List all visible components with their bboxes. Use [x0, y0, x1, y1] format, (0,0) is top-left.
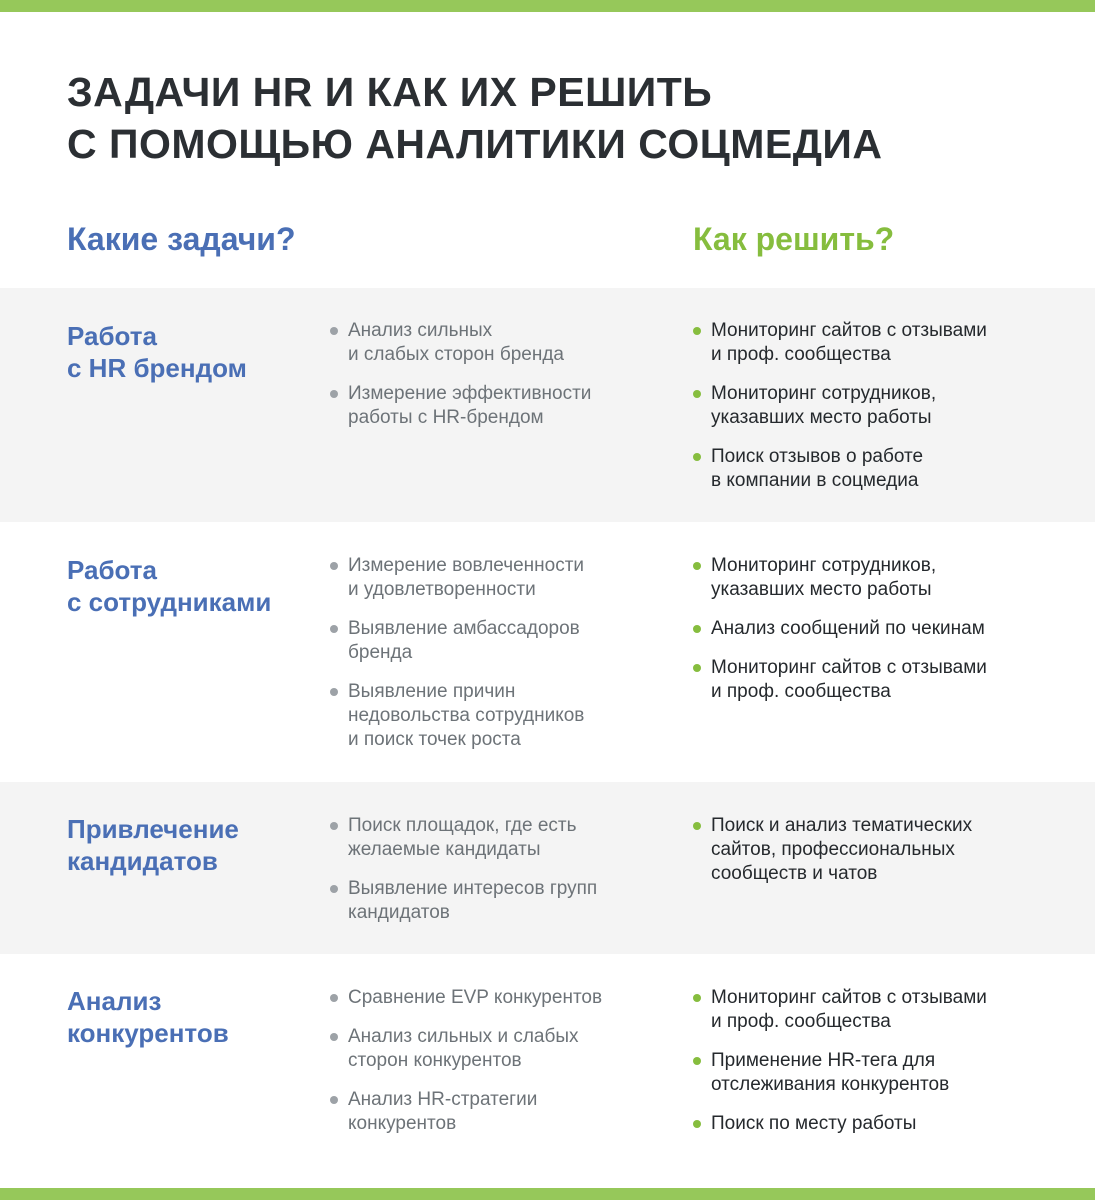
item-line: Поиск площадок, где есть [348, 815, 577, 836]
item-line: Поиск по месту работы [711, 1113, 917, 1134]
bullet-dot-icon [693, 1057, 701, 1065]
item-line: отслеживания конкурентов [711, 1074, 950, 1095]
item-line: и проф. сообщества [711, 681, 891, 702]
task-item [330, 319, 660, 367]
bullet-dot-icon [330, 390, 338, 398]
item-line: бренда [348, 642, 413, 663]
item-line: Измерение эффективности [348, 383, 592, 404]
bullet-dot-icon [693, 1120, 701, 1128]
item-line: и слабых сторон бренда [348, 344, 564, 365]
tasks-column-heading: Какие задачи? [67, 221, 296, 257]
solution-list [693, 554, 1073, 719]
item-line: Выявление причин [348, 681, 516, 702]
item-line: сообществ и чатов [711, 863, 878, 884]
item-line: Выявление интересов групп [348, 878, 598, 899]
category-title [67, 554, 271, 618]
item-line: и удовлетворенности [348, 579, 536, 600]
section-candidates [0, 782, 1095, 954]
task-item [330, 986, 660, 1010]
category-line: с HR брендом [67, 353, 247, 383]
task-item [330, 1025, 660, 1073]
bullet-dot-icon [330, 885, 338, 893]
title-line-2: С ПОМОЩЬЮ АНАЛИТИКИ СОЦМЕДИА [67, 121, 883, 167]
category-line: Привлечение [67, 814, 239, 844]
solution-item [693, 1112, 1073, 1136]
bullet-dot-icon [693, 327, 701, 335]
item-line: и проф. сообщества [711, 344, 891, 365]
bullet-dot-icon [330, 822, 338, 830]
task-item [330, 814, 660, 862]
bullet-dot-icon [693, 625, 701, 633]
category-title [67, 320, 247, 384]
bullet-dot-icon [693, 562, 701, 570]
item-line: желаемые кандидаты [348, 839, 541, 860]
solution-item [693, 382, 1073, 430]
task-item [330, 617, 660, 665]
bullet-dot-icon [330, 562, 338, 570]
bullet-dot-icon [693, 453, 701, 461]
item-line: Мониторинг сайтов с отзывами [711, 320, 987, 341]
category-line: Анализ [67, 986, 162, 1016]
solution-item [693, 617, 1073, 641]
item-line: указавших место работы [711, 579, 932, 600]
item-line: Анализ сильных [348, 320, 493, 341]
bottom-accent-bar [0, 1188, 1095, 1200]
solution-item [693, 656, 1073, 704]
bullet-dot-icon [330, 1033, 338, 1041]
section-competitors [0, 954, 1095, 1188]
item-line: конкурентов [348, 1113, 457, 1134]
task-list [330, 986, 660, 1151]
solution-item [693, 1049, 1073, 1097]
item-line: Сравнение EVP конкурентов [348, 987, 603, 1008]
solution-list [693, 986, 1073, 1151]
solution-item [693, 319, 1073, 367]
solutions-column-heading: Как решить? [693, 221, 895, 257]
bullet-dot-icon [693, 822, 701, 830]
task-item [330, 1088, 660, 1136]
task-list [330, 319, 660, 445]
top-accent-bar [0, 0, 1095, 12]
category-title [67, 985, 229, 1049]
item-line: работы с HR-брендом [348, 407, 544, 428]
page-title [67, 66, 883, 170]
solution-item [693, 554, 1073, 602]
item-line: кандидатов [348, 902, 450, 923]
category-line: Работа [67, 321, 157, 351]
item-line: Анализ сообщений по чекинам [711, 618, 985, 639]
category-line: Работа [67, 555, 157, 585]
item-line: Мониторинг сайтов с отзывами [711, 657, 987, 678]
task-item [330, 877, 660, 925]
solution-item [693, 814, 1073, 886]
task-item [330, 680, 660, 752]
solution-list [693, 814, 1073, 901]
title-line-1: ЗАДАЧИ HR И КАК ИХ РЕШИТЬ [67, 69, 713, 115]
item-line: указавших место работы [711, 407, 932, 428]
category-line: конкурентов [67, 1018, 229, 1048]
solution-list [693, 319, 1073, 508]
item-line: Анализ сильных и слабых [348, 1026, 579, 1047]
solution-item [693, 986, 1073, 1034]
item-line: Выявление амбассадоров [348, 618, 580, 639]
item-line: сайтов, профессиональных [711, 839, 955, 860]
item-line: Анализ HR-стратегии [348, 1089, 538, 1110]
category-line: с сотрудниками [67, 587, 272, 617]
task-item [330, 554, 660, 602]
item-line: Мониторинг сайтов с отзывами [711, 987, 987, 1008]
item-line: и проф. сообщества [711, 1011, 891, 1032]
bullet-dot-icon [330, 688, 338, 696]
category-title [67, 813, 239, 877]
bullet-dot-icon [693, 994, 701, 1002]
bullet-dot-icon [330, 1096, 338, 1104]
item-line: сторон конкурентов [348, 1050, 522, 1071]
category-line: кандидатов [67, 846, 218, 876]
solution-item [693, 445, 1073, 493]
item-line: Мониторинг сотрудников, [711, 383, 937, 404]
task-list [330, 554, 660, 767]
bullet-dot-icon [693, 390, 701, 398]
bullet-dot-icon [330, 327, 338, 335]
bullet-dot-icon [693, 664, 701, 672]
task-list [330, 814, 660, 940]
section-hr-brand [0, 288, 1095, 522]
task-item [330, 382, 660, 430]
item-line: Поиск отзывов о работе [711, 446, 924, 467]
bullet-dot-icon [330, 625, 338, 633]
section-employees [0, 522, 1095, 782]
item-line: и поиск точек роста [348, 729, 521, 750]
item-line: Применение HR-тега для [711, 1050, 936, 1071]
item-line: Поиск и анализ тематических [711, 815, 973, 836]
item-line: Измерение вовлеченности [348, 555, 585, 576]
item-line: в компании в соцмедиа [711, 470, 919, 491]
item-line: Мониторинг сотрудников, [711, 555, 937, 576]
item-line: недовольства сотрудников [348, 705, 585, 726]
bullet-dot-icon [330, 994, 338, 1002]
